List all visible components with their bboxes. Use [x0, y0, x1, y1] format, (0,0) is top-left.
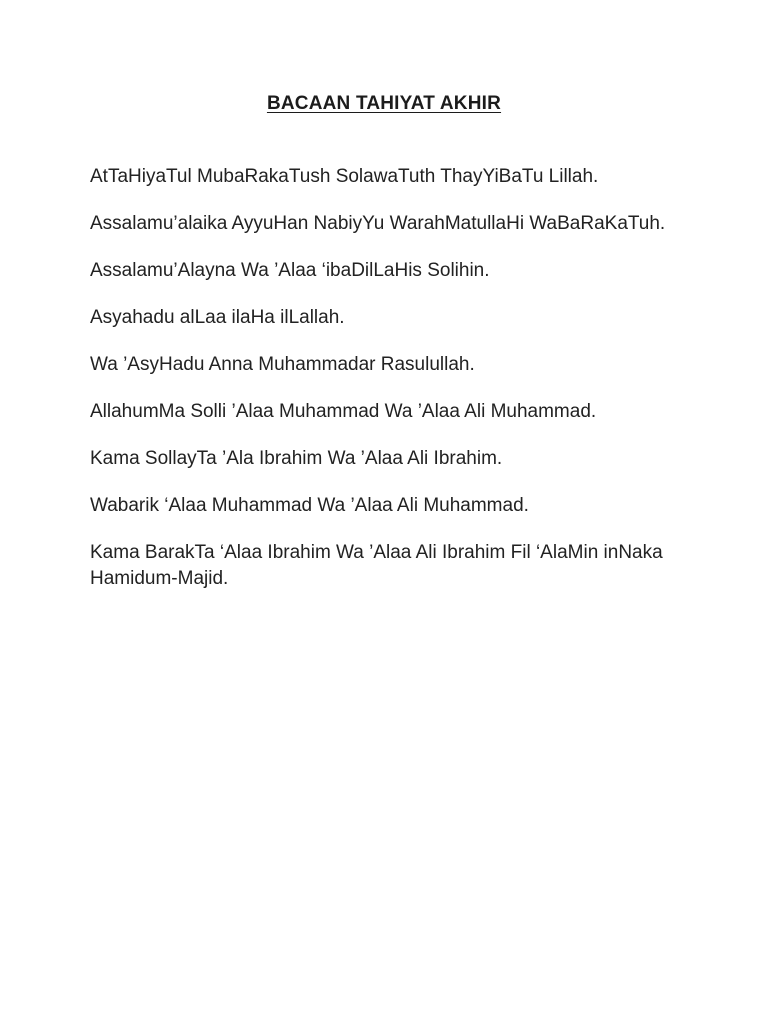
paragraph-5: Wa ’AsyHadu Anna Muhammadar Rasulullah.: [90, 354, 475, 375]
document-body: [90, 164, 690, 613]
paragraph-2: Assalamu’alaika AyyuHan NabiyYu WarahMatullaHi WaBaRaKaTuh.: [90, 213, 666, 234]
paragraph-3: Assalamu’Alayna Wa ’Alaa ‘ibaDilLaHis Solihin.: [90, 260, 490, 281]
document-title: BACAAN TAHIYAT AKHIR: [266, 93, 502, 114]
paragraph-1: AtTaHiyaTul MubaRakaTush SolawaTuth ThayYiBaTu Lillah.: [90, 166, 599, 187]
paragraph-8: Wabarik ‘Alaa Muhammad Wa ’Alaa Ali Muhammad.: [90, 495, 529, 516]
paragraph-7: Kama SollayTa ’Ala Ibrahim Wa ’Alaa Ali Ibrahim.: [90, 448, 503, 469]
paragraph-6: AllahumMa Solli ’Alaa Muhammad Wa ’Alaa Ali Muhammad.: [90, 401, 597, 422]
paragraph-4: Asyahadu alLaa ilaHa ilLallah.: [90, 307, 345, 328]
paragraph-9: Kama BarakTa ‘Alaa Ibrahim Wa ’Alaa Ali Ibrahim Fil ‘AlaMin inNaka Hamidum-Majid.: [90, 542, 663, 589]
